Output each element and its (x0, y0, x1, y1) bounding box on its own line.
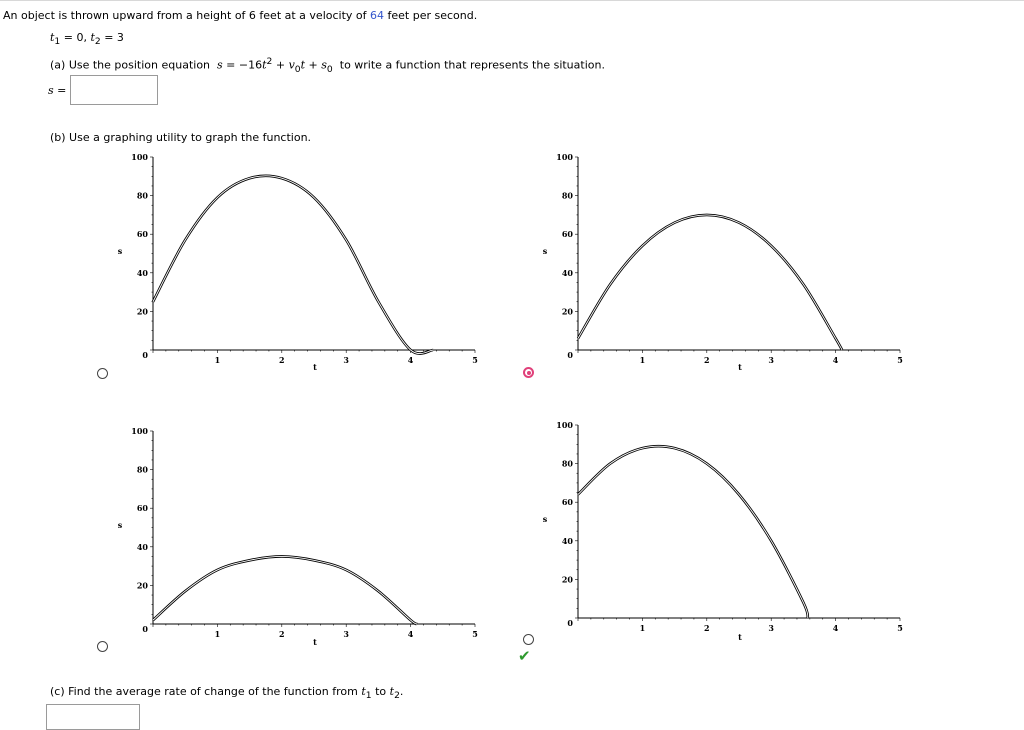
x-axis-label: t (313, 637, 317, 647)
part-a-prefix: (a) Use the position equation (50, 58, 211, 72)
y-tick-label: 20 (136, 580, 148, 591)
x-tick-label: 4 (407, 629, 414, 639)
y-tick-label: 0 (567, 618, 573, 628)
part-b-prompt: (b) Use a graphing utility to graph the function. (50, 131, 312, 144)
eq-s0-sub: 0 (326, 63, 333, 75)
x-tick-label: 3 (768, 623, 774, 633)
y-tick-label: 80 (561, 458, 573, 469)
y-tick-label: 20 (561, 574, 573, 585)
y-tick-label: 40 (561, 267, 573, 278)
part-c-t2: t (389, 685, 395, 698)
eq-exp: 2 (266, 56, 273, 67)
part-a-suffix: to write a function that represents the situation. (339, 58, 605, 72)
x-tick-label: 3 (768, 355, 774, 365)
part-c-to: to (375, 685, 387, 698)
y-tick-label: 100 (131, 152, 148, 162)
y-tick-label: 80 (136, 464, 148, 475)
x-tick-label: 2 (704, 623, 710, 633)
t1-value: = 0, (63, 31, 87, 44)
eq-s0: s (321, 58, 327, 72)
x-tick-label: 3 (343, 629, 349, 639)
x-tick-label: 4 (832, 355, 839, 365)
x-tick-label: 5 (897, 623, 903, 633)
y-tick-label: 80 (136, 190, 148, 201)
part-c-t2-sub: 2 (394, 690, 400, 702)
y-axis-label: s (542, 514, 548, 524)
eq-s: s (217, 58, 223, 72)
y-tick-label: 40 (136, 267, 148, 278)
x-tick-label: 5 (897, 355, 903, 365)
answer-a-s: s (48, 84, 54, 97)
y-axis-label: s (542, 246, 548, 256)
y-tick-label: 20 (136, 306, 148, 317)
x-tick-label: 2 (704, 355, 710, 365)
part-c-prefix: (c) Find the average rate of change of the function from (50, 685, 358, 698)
y-tick-label: 60 (136, 503, 148, 514)
y-tick-label: 60 (561, 229, 573, 240)
x-axis-label: t (738, 632, 742, 642)
y-tick-label: 0 (142, 624, 148, 634)
y-tick-label: 20 (561, 306, 573, 317)
x-tick-label: 1 (639, 355, 646, 365)
x-tick-label: 4 (407, 355, 414, 365)
velocity-value: 64 (370, 9, 385, 22)
y-tick-label: 40 (561, 535, 573, 546)
x-tick-label: 3 (343, 355, 349, 365)
y-tick-label: 100 (556, 420, 573, 430)
x-tick-label: 1 (214, 355, 221, 365)
y-tick-label: 80 (561, 190, 573, 201)
x-tick-label: 4 (832, 623, 839, 633)
eq-v-sub: 0 (294, 63, 301, 75)
part-c-t1: t (361, 685, 366, 698)
t1-label: t (50, 31, 55, 44)
answer-a-eq: = (57, 84, 67, 97)
y-tick-label: 100 (556, 152, 573, 162)
y-axis-label: s (117, 520, 123, 530)
x-tick-label: 5 (472, 629, 478, 639)
y-tick-label: 0 (142, 350, 148, 360)
eq-v: v (288, 58, 295, 72)
statement-suffix: feet per second. (387, 9, 478, 22)
x-tick-label: 2 (279, 629, 285, 639)
t2-label: t (90, 31, 95, 44)
series-line (578, 446, 808, 618)
eq-t: t (262, 58, 267, 72)
check-icon: ✔ (518, 647, 531, 665)
x-tick-label: 5 (472, 355, 478, 365)
x-tick-label: 1 (639, 623, 646, 633)
t2-sub: 2 (94, 36, 101, 48)
y-tick-label: 0 (567, 350, 573, 360)
y-axis-label: s (117, 246, 123, 256)
y-tick-label: 60 (136, 229, 148, 240)
x-axis-label: t (738, 362, 742, 372)
y-tick-label: 40 (136, 541, 148, 552)
eq-plus: + (275, 58, 286, 72)
x-tick-label: 1 (214, 629, 221, 639)
graph-option-4-radio[interactable] (523, 634, 534, 645)
y-tick-label: 100 (131, 426, 148, 436)
x-axis-label: t (313, 362, 317, 372)
eq-plus2: + (308, 58, 318, 72)
x-tick-label: 2 (279, 355, 285, 365)
eq-t2: t (300, 58, 306, 72)
statement-prefix: An object is thrown upward from a height of 6 feet at a velocity of (3, 9, 367, 22)
t2-value: = 3 (104, 31, 124, 44)
part-c-t1-sub: 1 (365, 690, 372, 702)
part-c-prompt (50, 685, 403, 703)
series-line-inner (578, 446, 808, 618)
part-c-period: . (399, 685, 404, 698)
y-tick-label: 60 (561, 497, 573, 508)
t1-sub: 1 (54, 36, 61, 48)
answer-c-input[interactable] (46, 704, 140, 730)
eq-coef: = −16 (226, 58, 263, 72)
